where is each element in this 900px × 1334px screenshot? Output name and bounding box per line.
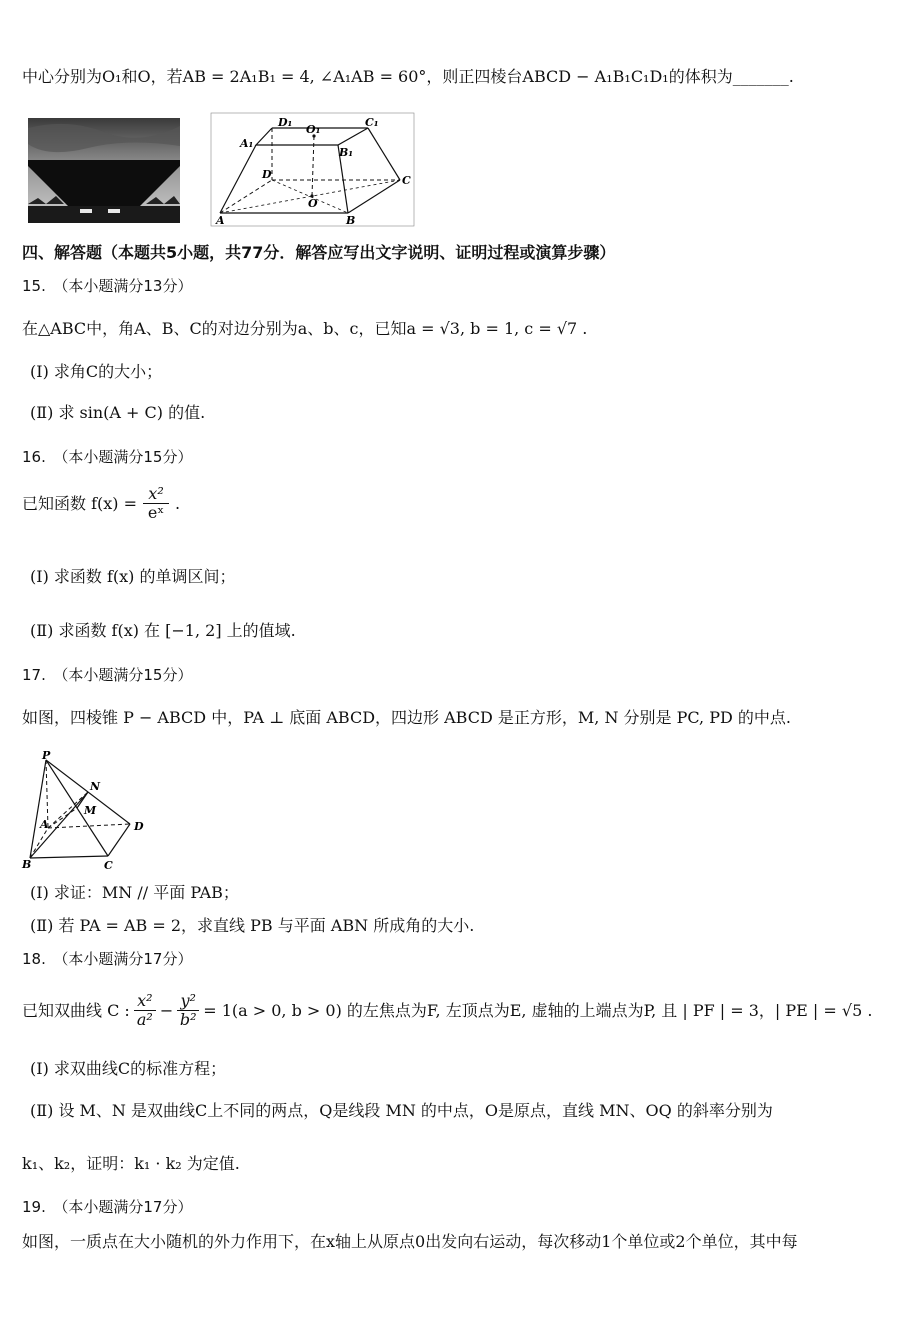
q19-header: 19. （本小题满分17分） — [22, 1198, 193, 1216]
q18-body — [22, 992, 872, 1029]
pyramid-diagram — [20, 748, 150, 874]
label-C: C — [402, 174, 411, 187]
q18-fraction-x-denominator: a² — [134, 1010, 156, 1029]
q15-part1: (Ⅰ) 求角C的大小； — [30, 362, 163, 381]
q18-body-suffix: = 1(a > 0, b > 0) 的左焦点为F, 左顶点为E, 虚轴的上端点为P, 且 | PF | = 3，| PE | = √5 . — [203, 1000, 873, 1020]
q16-body-prefix: 已知函数 f(x) = — [22, 493, 138, 513]
q19-body: 如图，一质点在大小随机的外力作用下，在x轴上从原点0出发向右运动，每次移动1个单位或2个单位，其中每 — [22, 1232, 798, 1251]
q17-part1: (Ⅰ) 求证：MN // 平面 PAB； — [30, 883, 239, 902]
label-C: C — [104, 859, 113, 872]
label-B1: B₁ — [339, 146, 354, 159]
q18-fraction-x — [134, 992, 156, 1029]
label-O: O — [308, 197, 318, 210]
q17-part2: (Ⅱ) 若 PA = AB = 2，求直线 PB 与平面 ABN 所成角的大小. — [30, 916, 475, 935]
q15-part2: (Ⅱ) 求 sin(A + C) 的值. — [30, 403, 206, 422]
q18-part2-line1: (Ⅱ) 设 M、N 是双曲线C上不同的两点，Q是线段 MN 的中点，O是原点，直线 MN、OQ 的斜率分别为 — [30, 1101, 773, 1120]
label-C1: C₁ — [365, 116, 379, 129]
label-B: B — [22, 858, 32, 871]
q18-body-prefix: 已知双曲线 C : — [22, 1000, 130, 1020]
frustum-diagram — [210, 112, 415, 227]
q16-part2: (Ⅱ) 求函数 f(x) 在 [−1, 2] 上的值域. — [30, 621, 296, 640]
q18-part1: (Ⅰ) 求双曲线C的标准方程； — [30, 1059, 227, 1078]
label-B: B — [346, 214, 356, 227]
q16-header: 16. （本小题满分15分） — [22, 448, 193, 466]
q16-fraction-denominator: eˣ — [143, 503, 169, 522]
q18-fraction-y — [177, 992, 199, 1029]
q18-header: 18. （本小题满分17分） — [22, 950, 193, 968]
label-N: N — [90, 780, 101, 793]
q15-body: 在△ABC中，角A、B、C的对边分别为a、b、c，已知a = √3, b = 1, c = √7 . — [22, 319, 588, 338]
label-D1: D₁ — [278, 116, 293, 129]
q16-fraction-numerator: x² — [148, 484, 164, 503]
label-D: D — [134, 820, 144, 833]
q16-fraction — [143, 485, 169, 522]
q17-body: 如图，四棱锥 P − ABCD 中，PA ⊥ 底面 ABCD，四边形 ABCD 是正方形，M, N 分别是 PC, PD 的中点. — [22, 708, 791, 727]
q15-header: 15. （本小题满分13分） — [22, 277, 193, 295]
q16-body — [22, 485, 180, 522]
label-A: A — [216, 214, 225, 227]
q14-tail-text: 中心分别为O₁和O，若AB = 2A₁B₁ = 4, ∠A₁AB = 60°，则正四棱台ABCD − A₁B₁C₁D₁的体积为_______. — [22, 67, 794, 86]
q16-body-suffix: . — [175, 493, 181, 513]
label-M: M — [84, 804, 97, 817]
q18-fraction-x-numerator: x² — [137, 991, 153, 1010]
q18-fraction-y-numerator: y² — [180, 991, 196, 1010]
label-O1: O₁ — [306, 123, 321, 136]
q17-header: 17. （本小题满分15分） — [22, 666, 193, 684]
q18-minus: − — [159, 1000, 174, 1020]
label-A1: A₁ — [240, 137, 254, 150]
label-D: D — [262, 168, 272, 181]
q18-part2-line2: k₁、k₂，证明：k₁ · k₂ 为定值. — [22, 1154, 240, 1173]
q16-part1: (Ⅰ) 求函数 f(x) 的单调区间； — [30, 567, 236, 586]
frustum-building-photo — [28, 118, 180, 223]
q18-fraction-y-denominator: b² — [177, 1010, 199, 1029]
label-P: P — [42, 749, 51, 762]
label-A: A — [40, 818, 49, 831]
section-heading: 四、解答题（本题共5小题，共77分．解答应写出文字说明、证明过程或演算步骤） — [22, 243, 616, 262]
